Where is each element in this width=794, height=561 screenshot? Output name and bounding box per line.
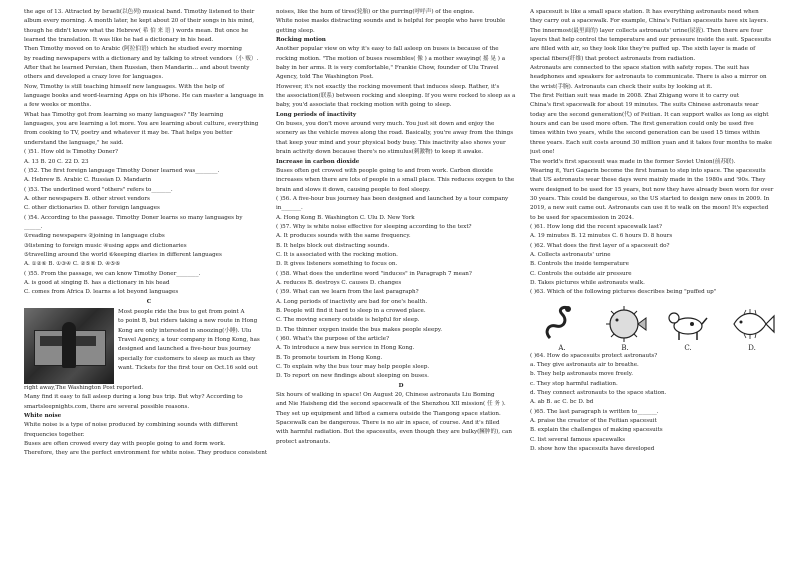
text-line: After that he learned Persian, then Russian, then Mandarin… and about twenty — [24, 65, 250, 72]
text-line: ( )63. Which of the following pictures describes being "puffed up" — [530, 289, 717, 296]
text-line: C. To explain why the bus tour may help people sleep. — [276, 364, 430, 371]
text-line: by reading newspapers with a dictionary and by talking to street vendors（小 贩）. — [24, 55, 259, 62]
text-line: today are the second generation(代) of Feitian. It can support walks as long as eight — [530, 111, 769, 118]
text-line: a few weeks or months. — [24, 102, 92, 109]
picture-d-fish — [728, 304, 776, 352]
text-line: protect astronauts. — [276, 438, 331, 445]
passage-d-continued — [530, 8, 780, 298]
text-line: ( )57. Why is white noise effective for sleeping according to the text? — [276, 223, 472, 230]
text-line: Buses are often crowed every day with people going to and form work. — [24, 441, 226, 448]
text-line: brain and slows it down, causing people to feel sleepy. — [276, 186, 431, 193]
text-line: ( )61. How long did the recent spacewalk last? — [530, 223, 663, 230]
text-line: They set up equipment and lifted a camera outside the Tiangong space station. — [276, 410, 501, 417]
text-line: Rocking motion — [276, 37, 326, 44]
text-line: C. The moving scenery outside is helpful for sleep. — [276, 317, 420, 324]
text-line: with harmful radiation. But the spacesuits, even though they are bulky(臃肿的), can — [276, 429, 512, 436]
text-line: On buses, you don't move around very much. You just sit down and enjoy the — [276, 121, 495, 128]
text-line: Agency, told The Washington Post. — [276, 74, 374, 81]
text-line: D. It gives listeners something to focus on. — [276, 261, 398, 268]
text-line: B. To promote tourism in Hong Kong. — [276, 354, 383, 361]
fish-icon — [728, 304, 776, 344]
text-line: the age of 13. Attracted by Israeli(以色列) musical band. Timothy listened to their — [24, 9, 255, 15]
text-line: Long periods of inactivity — [276, 111, 357, 118]
text-line: ( )51. How old is Timothy Doner? — [24, 149, 119, 156]
text-line: B. explain the challenges of making spacesuits — [530, 427, 663, 434]
text-line: ( )55. From the passage, we can know Timothy Doner________. — [24, 270, 201, 277]
text-line: Wearing it, Yuri Gagarin become the first human to step into space. The spacesuits — [530, 167, 766, 174]
text-line: that US astronauts wear these days were mainly made in the 1980s and '90s. They — [530, 177, 766, 184]
picture-a-label: A. — [558, 343, 566, 352]
text-line: want. Tickets for the first tour on Oct.16 sold out — [118, 365, 258, 372]
text-line: c. They stop harmful radiation. — [530, 380, 618, 387]
text-line: ( )52. The first foreign language Timothy Doner learned was________. — [24, 167, 220, 174]
text-line: ______. — [24, 223, 43, 230]
text-line: Increase in carbon dioxide — [276, 158, 360, 165]
text-line: headphones and speakers for astronauts to communicate. There is also a mirror on — [530, 74, 767, 81]
text-line: the wrist(手腕). Astronauts can check their suits by looking at it. — [530, 83, 713, 90]
text-line: specially for customers to sleep as much as they — [118, 355, 256, 362]
passage-c-intro — [24, 308, 274, 384]
text-line: D. To report on new findings about sleeping on buses. — [276, 373, 429, 380]
text-line: understand the language," he said. — [24, 139, 124, 146]
text-line: smartsleepnights.com, there are several possible reasons. — [24, 403, 190, 410]
text-line: baby, you'd associate that rocking motion with going to sleep. — [276, 102, 452, 109]
text-line: A. Hong Kong B. Washington C. Ulu D. New York — [276, 214, 415, 221]
text-line: ( )54. According to the passage. Timothy Doner learns so many languages by — [24, 214, 243, 221]
picture-d-label: D. — [748, 343, 756, 352]
text-line: b. They help astronauts move freely. — [530, 371, 633, 378]
picture-c-label: C. — [684, 343, 692, 352]
text-line: ( )59. What can we learn from the last paragraph? — [276, 289, 419, 296]
picture-a-snake — [540, 304, 584, 352]
column-left — [24, 8, 274, 556]
text-line: Six hours of walking in space! On August 20, Chinese astronauts Liu Boming — [276, 392, 495, 399]
dog-icon — [666, 304, 710, 344]
text-line: A spacesuit is like a small space station. It has everything astronauts need when — [530, 9, 759, 15]
column-middle — [276, 8, 526, 556]
text-line: frequencies together. — [24, 431, 85, 438]
text-line: D — [398, 382, 404, 389]
text-line: 2019, a new suit came out. Astronauts can use it to walk on the moon! It's expected — [530, 205, 769, 212]
text-line: Then Timothy moved on to Arabic (阿拉伯语) which he studied every morning — [24, 46, 242, 53]
text-line: ③listening to foreign music ④using apps and dictionaries — [24, 242, 187, 249]
text-line: layers that help control the temperature and our pressure inside the suit. Spacesuits — [530, 37, 772, 44]
text-line: others and developed a crazy love for languages. — [24, 74, 164, 81]
text-line: languages, you are learning a lot more. You are learning about culture, everything — [24, 121, 259, 128]
text-line: B. It helps block out distracting sounds. — [276, 242, 390, 249]
passage-c-d-text — [276, 8, 526, 447]
text-line: A. ①②⑥ B. ①③④ C. ②⑤⑥ D. ④⑤⑥ — [24, 261, 121, 268]
text-line: C. comes from Africa D. learns a lot beyond languages — [24, 289, 179, 296]
text-line: ①reading newspapers ②joining in language clubs — [24, 233, 165, 240]
text-line: increases when there are lots of people in a small place. This reduces oxygen to the — [276, 177, 515, 184]
text-line: ( )58. What does the underline word "induces" in Paragraph 7 mean? — [276, 270, 472, 277]
text-line: the association(联系) between rocking and sleeping. If you were rocked to sleep as a — [276, 93, 516, 100]
text-line: Spacewalk can be dangerous. There is no air in space, of course. And it's filled — [276, 420, 500, 427]
text-line: A. Long periods of inactivity are bad for one's health. — [276, 298, 428, 305]
text-line: The innermost(最里面的) layer collects astronauts' urine(尿液). Then there are four — [530, 27, 763, 34]
text-line: times within two years, while the second generation can be used 15 times within — [530, 130, 760, 137]
text-line: A. 13 B. 20 C. 22 D. 23 — [24, 158, 89, 165]
text-line: scenery as the vehicle moves along the road. Basically, you're away from the things — [276, 130, 514, 137]
text-line: Most people ride the bus to get from point A — [118, 309, 245, 315]
text-line: Buses often get crowed with people going to and from work. Carbon dioxide — [276, 167, 493, 174]
text-line: A. Hebrew B. Arabic C. Russian D. Mandarin — [24, 177, 152, 184]
text-line: D. Takes pictures while astronauts walk. — [530, 279, 645, 286]
text-line: The first Feitian suit was made in 2008. Zhai Zhigang wore it to carry out — [530, 93, 740, 100]
text-line: B. Controls the inside temperature — [530, 261, 629, 268]
picture-c-dog — [666, 304, 710, 352]
text-line: hours and can be used more often. The first generation could only be used five — [530, 121, 754, 128]
text-line: 30 years. This could be dangerous, so the US started to design new ones in 2009. In — [530, 195, 770, 202]
text-line: Astronauts are connected to the space station with safety ropes. The suit has — [530, 65, 750, 72]
text-line: D. show how the spacesuits have developed — [530, 446, 655, 453]
text-line: getting sleep. — [276, 27, 315, 34]
text-line: Now, Timothy is still teaching himself new languages. With the help of — [24, 83, 225, 90]
text-line: A. 19 minutes B. 12 minutes C. 6 hours D. 8 hours — [530, 233, 673, 240]
text-line: A. is good at singing B. has a dictionary in his head — [24, 279, 170, 286]
text-line: China's first spacewalk for about 19 minutes. The suits Chinese astronauts wear — [530, 102, 759, 109]
questions-64-65 — [530, 352, 780, 455]
text-line: A. reduces B. destroys C. causes D. changes — [276, 279, 402, 286]
text-line: C. Controls the outside air pressure — [530, 270, 632, 277]
text-line: d. They connect astronauts to the space station. — [530, 390, 667, 397]
text-line: ( )56. A five-hour bus journey has been designed and launched by a tour company — [276, 195, 509, 202]
text-line: ( )64. How do spacesuits protect astronauts? — [530, 352, 658, 359]
text-line: A. To introduce a new bus service in Hong Kong. — [276, 345, 415, 352]
passage-c-body — [24, 384, 274, 459]
text-line: ( )53. The underlined word "others" refers to_______. — [24, 186, 173, 193]
text-line: A. ab B. ac C. bc D. bd — [530, 399, 594, 406]
text-line: ( )65. The last paragraph is written to_______. — [530, 408, 659, 415]
bus-passenger-photo — [24, 308, 114, 384]
text-line: are filled with air, so they look like they're puffed up. The sixth layer is made of — [530, 46, 756, 53]
text-line: Travel Agency, a tour company in Hong Kong, has — [118, 337, 260, 344]
text-line: baby in her arms. It is very comfortable," Frankie Chow, founder of Ulu Travel — [276, 65, 499, 72]
text-line: and Nie Haisheng did the second spacewalk of the Shenzhou XII mission( 任 务 ). — [276, 401, 506, 408]
text-line: to point B, but riders taking a new route in Hong — [118, 318, 258, 325]
column-right — [530, 8, 780, 556]
text-line: from cooking to TV, poetry and whatever it may be. That helps you better — [24, 130, 233, 137]
text-line: noises, like the hum of tires(轮胎) or the purring(呼呼声) of the engine. — [276, 9, 475, 15]
text-line: A. praise the creator of the Feitian spacesuit — [530, 418, 657, 425]
question-63-pictures — [530, 298, 780, 352]
text-line: special fibers(纤维) that protect astronauts from radiation. — [530, 55, 696, 62]
text-line: were designed to be used for 15 years, but now they have already been worn for over — [530, 186, 774, 193]
text-line: C. other dictionaries D. other foreign languages — [24, 205, 160, 212]
text-line: ( )60. What's the purpose of the article? — [276, 336, 390, 343]
text-line: learned the translation. It was like he had a dictionary in his head. — [24, 37, 214, 44]
text-line: The world's first spacesuit was made in the former Soviet Union(前苏联). — [530, 158, 736, 165]
text-line: B. People will find it hard to sleep in a crowed place. — [276, 308, 426, 314]
text-line: C. list several famous spacewalks — [530, 436, 626, 443]
passage-b-continued — [24, 8, 274, 298]
text-line: brain activity down because there's no stimulus(刺激物) to keep it awake. — [276, 149, 484, 156]
text-line: Many find it easy to fall asleep during a long bus trip. But why? According to — [24, 394, 243, 401]
text-line: Therefore, they are the perfect environment for white noise. They produce consistent — [24, 450, 268, 457]
photo-side-text — [118, 308, 274, 373]
pufferfish-icon — [602, 304, 648, 344]
text-line: White noise masks distracting sounds and is helpful for people who have trouble — [276, 18, 506, 25]
text-line: just one! — [530, 149, 555, 156]
text-line: White noise — [24, 413, 62, 420]
text-line: ⑤travelling around the world ⑥keeping diaries in different languages — [24, 251, 222, 258]
text-line: that keep your mind and your physical body busy. This inactivity also shows your — [276, 139, 506, 146]
text-line: A. other newspapers B. other street vendors — [24, 195, 150, 202]
text-line: language books and word-learning Apps on his iPhone. He can master a language in — [24, 93, 264, 100]
text-line: though he didn't know what the Hebrew( 希 伯 来 语 ) words mean. But once he — [24, 27, 249, 34]
text-line: However, it's not exactly the rocking movement that induces sleep. Rather, it's — [276, 83, 500, 90]
text-line: D. The thinner oxygen inside the bus makes people sleepy. — [276, 326, 443, 333]
picture-b-label: B. — [621, 343, 629, 352]
text-line: A. It produces sounds with the same frequency. — [276, 233, 411, 240]
text-line: White noise is a type of noise produced by combining sounds with different — [24, 422, 238, 429]
text-line: What has Timothy got from learning so many languages? "By learning — [24, 111, 224, 118]
text-line: ( )62. What does the first layer of a spacesuit do? — [530, 242, 670, 249]
text-line: A. Collects astronauts' urine — [530, 251, 611, 258]
text-line: a. They give astronauts air to breathe. — [530, 362, 639, 368]
section-c-heading: C — [146, 298, 152, 305]
text-line: album every morning. A month later, he kept about 20 of their songs in his mind, — [24, 18, 255, 25]
picture-b-pufferfish — [602, 304, 648, 352]
text-line: in_______. — [276, 205, 303, 212]
text-line: three years. Each suit costs around 30 million yuan and it takes four months to make — [530, 139, 772, 146]
text-line: designed and launched a five-hour bus journey — [118, 346, 251, 353]
text-line: C. It is associated with the rocking motion. — [276, 251, 398, 258]
text-line: rocking motion. "The motion of buses resembles( 像 ) a mother swaying( 摇 晃 ) a — [276, 55, 506, 62]
text-line: they carry out a spacewalk. For example, China's Feitian spacesuits have six layers. — [530, 18, 769, 25]
text-line: to be used for spacemission in 2024. — [530, 214, 634, 221]
text-line: right away,The Washington Post reported. — [24, 385, 144, 391]
snake-icon — [540, 304, 584, 344]
text-line: Another popular view on why it's easy to fall asleep on buses is because of the — [276, 46, 499, 53]
text-line: Kong are only interested in snoozing(小睡). Ulu — [118, 327, 252, 334]
